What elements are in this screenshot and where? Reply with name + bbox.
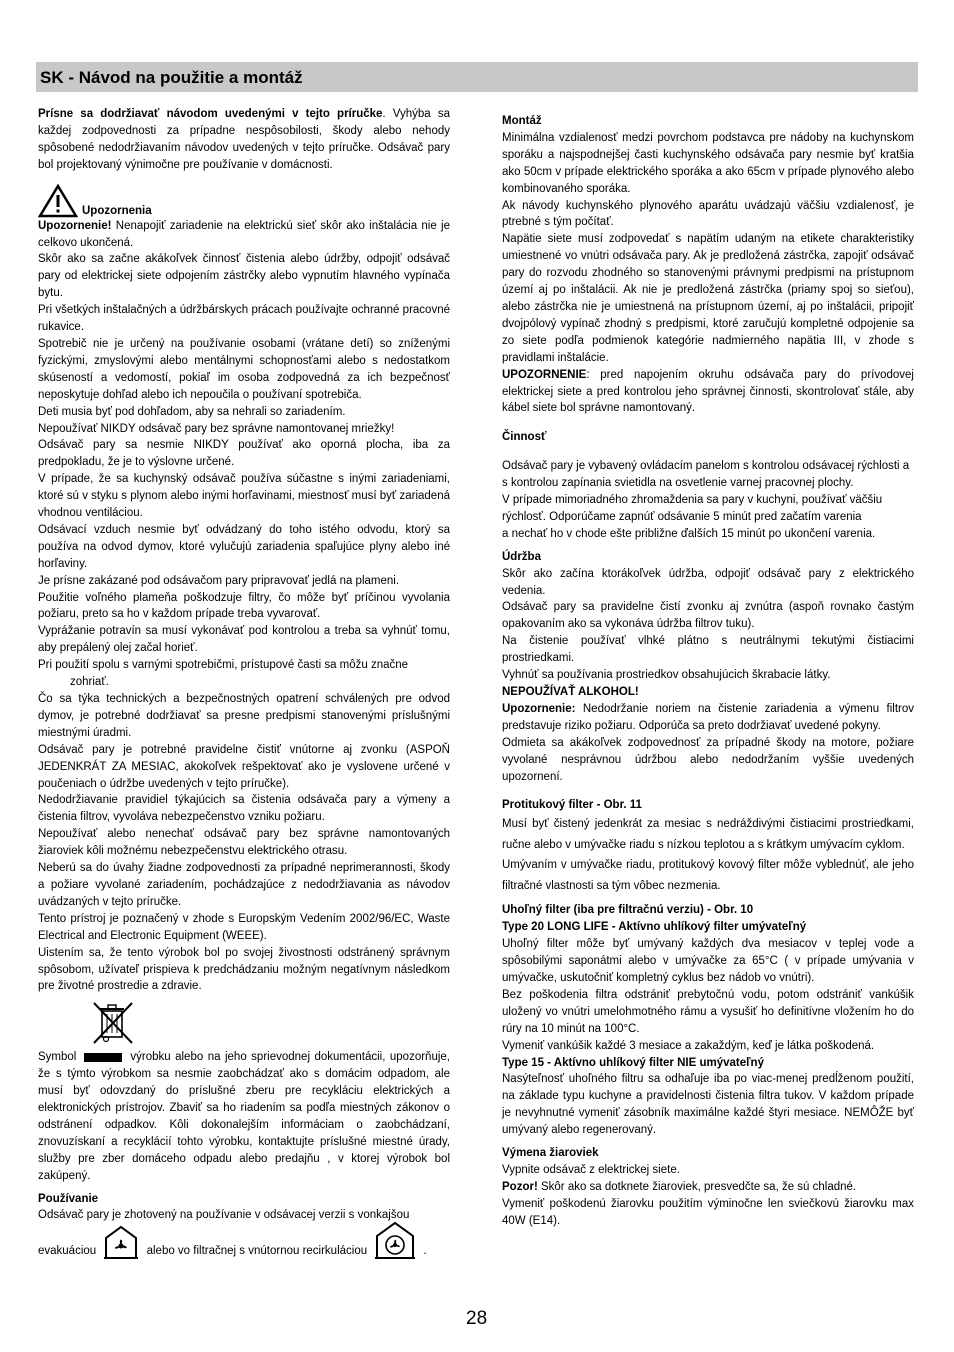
warning-paragraph: Neberú sa do úvahy žiadne zodpovednosti za prípadné neprimerannosti, škody a požiare vyvolané zariadením, pochádzajúce z nedodržiavania as návodov uvádzaných v tejto príručke. [38,862,450,908]
page-title: SK - Návod na použitie a montáž [40,68,303,87]
grease-filter-paragraph: Umývaním v umývačke riadu, protitukový kovový filter môže vyblednúť, ale jeho filtračné vlastnosti sa tým vôbec nezmenia. [502,859,914,892]
warning-paragraph: zohriať. [70,676,109,689]
operation-paragraph: a nechať ho v chode ešte približne ďalších 15 minút po ukončení varenia. [502,527,876,540]
recirculation-icon [374,1220,416,1260]
warning-paragraph: Deti musia byť pod dohľadom, aby sa nehrali so zariadením. [38,405,346,418]
right-column [502,113,914,1230]
maintenance-heading: Údržba [502,550,541,563]
warning-paragraph: Použitie voľného plameňa poškodzuje filtry, čo môže byť príčinou vyvolania požiaru, preto sa ho v každom prípade treba vyvarovať. [38,591,450,621]
section-header [36,62,918,92]
type15-paragraph: Nasýteľnosť uhoľného filtru sa odhaľuje iba po viac-menej predĺženom použití, na základe typu kuchyne a pravidelnosti čistenia filtra tukov. V každom prípade je nevyhnutné vymeniť zásobník maximálne každé štyri mesiace. NEMÔŽE byť umývaný alebo regenerovaný. [502,1073,914,1137]
left-column [38,106,450,1260]
warning-paragraph: Odsávač pary je potrebné pravidelne čistiť vnútorne aj zvonku (ASPOŇ JEDENKRÁT ZA MESIAC, akokoľvek rešpektovať ako je vyslovene určené v poučeniach o údržbe uvedených v tejto príručke). [38,743,450,790]
carbon-filter-heading: Uhoľný filter (iba pre filtračnú verziu) - Obr. 10 [502,904,754,917]
mount-paragraph: UPOZORNENIE: pred napojením okruhu odsávača pary do prívodovej elektrickej siete a pred kontrolou jeho správnej činnosti, skontrolovať stále, aby kábel siete bol správne namontovaný. [502,368,914,415]
maintenance-paragraph: Na čistenie používať vlhké plátno s neutrálnymi tekutými čistiacimi prostriedkami. [502,635,914,665]
warning-paragraph: V prípade, že sa kuchynský odsávač používa súčastne s inými zariadeniami, ktoré sú v styku s plynom alebo inými horľavinami, miestnosť musí byť zariadená vhodnou ventiláciou. [38,473,450,520]
mount-heading: Montáž [502,115,542,127]
warning-paragraph: Uistením sa, že tento výrobok bol po svojej živostnosti odstránený správnym spôsobom, užívateľ prispieva k predchádzaniu možným negatívnym následkom pre životné prostredie a zdravie. [38,946,450,993]
ducted-extraction-icon [103,1224,139,1260]
warning-paragraph: Čo sa týka technických a bezpečnostných opatrení schválených pre odvod dymov, je potrebné dodržiavať sa presne predpismi stanovenými príslušnými miestnými úradmi. [38,693,450,739]
usage-paragraph: Odsávač pary je zhotovený na používanie v odsávacej verzii s vonkajšou [38,1209,410,1222]
grease-filter-paragraph: Musí byť čistený jedenkrát za mesiac s nedráždivými čistiacimi prostriedkami, ručne alebo v umývačke riadu s nízkou teplotou a s krátkym umývacím cyklom. [502,818,914,851]
warning-paragraph: Spotrebič nie je určený na používanie osobami (vrátane detí) so zníženými fyzickými, zmyslovými alebo mentálnymi schopnosťami alebo s nedostatkom skúseností a vedomostí, pokiaľ im osoba zodpovedná za ich bezpečnosť neposkytuje dohľad alebo ich nepoučila o používaní spotrebiča. [38,337,450,401]
warning-paragraph: Odsávací vzduch nesmie byť odvádzaný do toho istého odvodu, ktorý sa používa na odvod dymov, ktoré vylučujú zariadenia spaľujúce plyny alebo iné horľaviny. [38,523,450,570]
maintenance-paragraph: Skôr ako začína ktorákoľvek údržba, odpojiť odsávač pary z elektrického vedenia. [502,567,914,597]
carbon-filter-paragraph: Uhoľný filter môže byť umývaný každých dva mesiacov v teplej vode a spôsobilými saponátmi alebo v umývačke za 65°C ( v prípade umývania v umývačke, uskutočniť kompletný cyklus bez nádob vo vnútri). [502,938,914,984]
grease-filter-heading: Protitukový filter - Obr. 11 [502,799,642,812]
warning-paragraph: Skôr ako sa začne akákoľvek činnosť čistenia alebo údržby, odpojiť odsávač pary od elektrickej siete odpojením zástrčky alebo vypnutím hlavného vypínača bytu. [38,253,450,300]
carbon-filter-paragraph: Bez poškodenia filtra odstrániť prebytočnú vodu, potom odstrániť vankúšik uložený vo vnútri umelohmotného rámu a vysušiť ho definitívne vložením ho do rúry na 10 minút na 100°C. [502,988,914,1035]
warning-paragraph: Upozornenie! Nenapojiť zariadenie na elektrickú sieť skôr ako inštalácia nie je celkovo ukončená. [38,219,450,249]
intro-paragraph: Prísne sa dodržiavať návodom uvedenými v tejto príručke. Vyhýba sa každej zodpovednosti za prípadne nespôsobilosti, škody alebo nehody spôsobené nedodržiavaním návodov uvedených v tejto príručke. Odsávač pary bol projektovaný výnimočne pre používanie v domácnosti. [38,108,450,171]
usage-paragraph-icons: evakuáciou alebo vo filtračnej s vnútornou recirkuláciou . [38,1220,450,1260]
warnings-heading: Upozornenia [82,204,152,217]
crossed-bin-icon [90,999,136,1045]
mount-paragraph: Ak návody kuchynského plynového aparátu uvádzajú väčšiu vzdialenosť, je ptrebné s tým počítať. [502,199,914,229]
mount-paragraph: Minimálna vzdialenosť medzi povrchom podstavca pre nádoby na kuchynskom sporáku a najspodnejšej časti kuchynského odsávača pary nesmie byť kratšia ako 50cm v prípade elektrického sporáka a ako 65cm v prípade plynového alebo kombinovaného sporáka. [502,131,914,195]
maintenance-paragraph: Odmieta sa akákoľvek zodpovednosť za prípadné škody na motore, požiare vyvolané nesprávnou údržbou alebo nedodržaním vyššie uvedených upozornení. [502,736,914,783]
operation-paragraph: Odsávač pary je vybavený ovládacím panelom s kontrolou odsávacej rýchlosti a s kontrolou zapínania svietidla na osvetlenie varnej pracovnej plochy. [502,460,910,490]
maintenance-paragraph: Odsávač pary sa pravidelne čistí zvonku aj zvnútra (aspoň rovnako častým opakovaním ako sa vykonáva údržba filtrov tuku). [502,601,914,631]
maintenance-paragraph: Vyhnúť sa používania prostriedkov obsahujúcich škrabacie látky. [502,669,831,682]
warning-paragraph: Tento prístroj je poznačený v zhode s Europským Vedením 2002/96/EC, Waste Electrical and Electronic Equipment (WEEE). [38,912,450,942]
warning-paragraph: Pri použití spolu s varnými spotrebičmi, prístupové časti sa môžu značne [38,659,409,672]
lamp-paragraph: Pozor! Skôr ako sa dotknete žiaroviek, presvedčte sa, že sú chladné. [502,1180,857,1193]
warning-paragraph: Nepoužívať alebo nenechať odsávač pary bez správne namontovaných žiaroviek kôli možnému nebezpečenstvu elektrického otrasu. [38,828,450,858]
operation-heading: Činnosť [502,431,547,444]
page-number: 28 [466,1308,488,1329]
warning-paragraph: Pri všetkých inštalačných a údržbárskych prácach používajte ochranné pracovné rukavice. [38,304,450,334]
carbon-filter-subheading: Type 20 LONG LIFE - Aktívno uhlíkový filter umývateľný [502,921,807,934]
warnings-heading-row [38,184,450,218]
warning-paragraph: Je prísne zakázané pod odsávačom pary pripravovať jedlá na plameni. [38,574,400,587]
lamp-heading: Výmena žiaroviek [502,1147,599,1160]
mount-paragraph: Napätie siete musí zodpovedať s napätím udaným na etikete charakteristiky umiestnené vo vnútri odsávača pary. Ak je predložená zástrčka, zapojiť odsávač pary do rozvodu zhodného so stanovenými právnymi predpismi na prístupnom území aj po inštalácii. Ak nie je predložená zástrčka (priamy spoj so sieťou), alebo zástrčka nie je umiestnená na prístupnom území, aj po inštalácii, pripojiť dvojpólový vypínač zhodný s predpismi, ktoré zaručujú kompletné odpojenie sa zo siete podľa podmienok kategórie nadmierného napätia III, v zhode s pravidlami inštalácie. [502,233,914,364]
lamp-paragraph: Vypnite odsávač z elektrickej siete. [502,1163,680,1176]
warning-paragraph: Odsávač pary sa nesmie NIKDY používať ako oporná plocha, iba za predpokladu, že je to výslovne určené. [38,439,450,469]
warning-triangle-icon [38,184,78,218]
warning-paragraph: Nepoužívať NIKDY odsávač pary bez správne namontovanej mriežky! [38,422,395,435]
usage-heading: Používanie [38,1192,99,1205]
operation-paragraph: V prípade mimoriadného zhromaždenia sa pary v kuchyni, používať väčšiu rýchlosť. Odporúčame zapnúť odsávanie 5 minút pred začatím varenia [502,494,883,523]
weee-paragraph: Symbol výrobku alebo na jeho sprievodnej dokumentácii, upozorňuje, že s týmto výrobkom sa nesmie zaobchádzať ako s domácim odpadom, ale musí byť odovzdaný do príslušné zberu pre recykláciu elektrických a elektronických prístrojov. Zbaviť sa ho riadením sa podľa miestných zákonov o odstránení odpadkov. Kôli dokonalejším informáciam o zaobchádzaní, znovuzískaní a recyklácií tohto výrobku, kontaktujte príslušné miestné úrady, služby pre zber domáceho odpadu alebo predajňu , v ktorej výrobok bol zakúpený. [38,1051,450,1182]
maintenance-paragraph: Upozornenie: Nedodržanie noriem na čistenie zariadenia a výmenu filtrov predstavuje riziko požiaru. Odporúča sa preto dodržiavať uvedené pokyny. [502,702,914,732]
maintenance-alert: NEPOUŽÍVAŤ ALKOHOL! [502,686,639,698]
type15-heading: Type 15 - Aktívno uhlíkový filter NIE umývateľný [502,1056,764,1069]
lamp-paragraph: Vymeniť poškodenú žiarovku použitím výminočne len sviečkovú žiarovku max 40W (E14). [502,1197,914,1227]
carbon-filter-paragraph: Vymeniť vankúšik každé 3 mesiace a zakaždým, keď je látka poškodená. [502,1039,875,1052]
warning-paragraph: Nedodržiavanie pravidiel týkajúcich sa čistenia odsávača pary a výmeny a čistenia filtrov, vyvoláva nebezpečenstvo vzniku požiaru. [38,794,450,824]
weee-bar-symbol [84,1053,122,1062]
warning-paragraph: Vyprážanie potravín sa musí vykonávať pod kontrolou a treba sa vyhnúť tomu, aby prepálený olej začal horieť. [38,625,450,655]
